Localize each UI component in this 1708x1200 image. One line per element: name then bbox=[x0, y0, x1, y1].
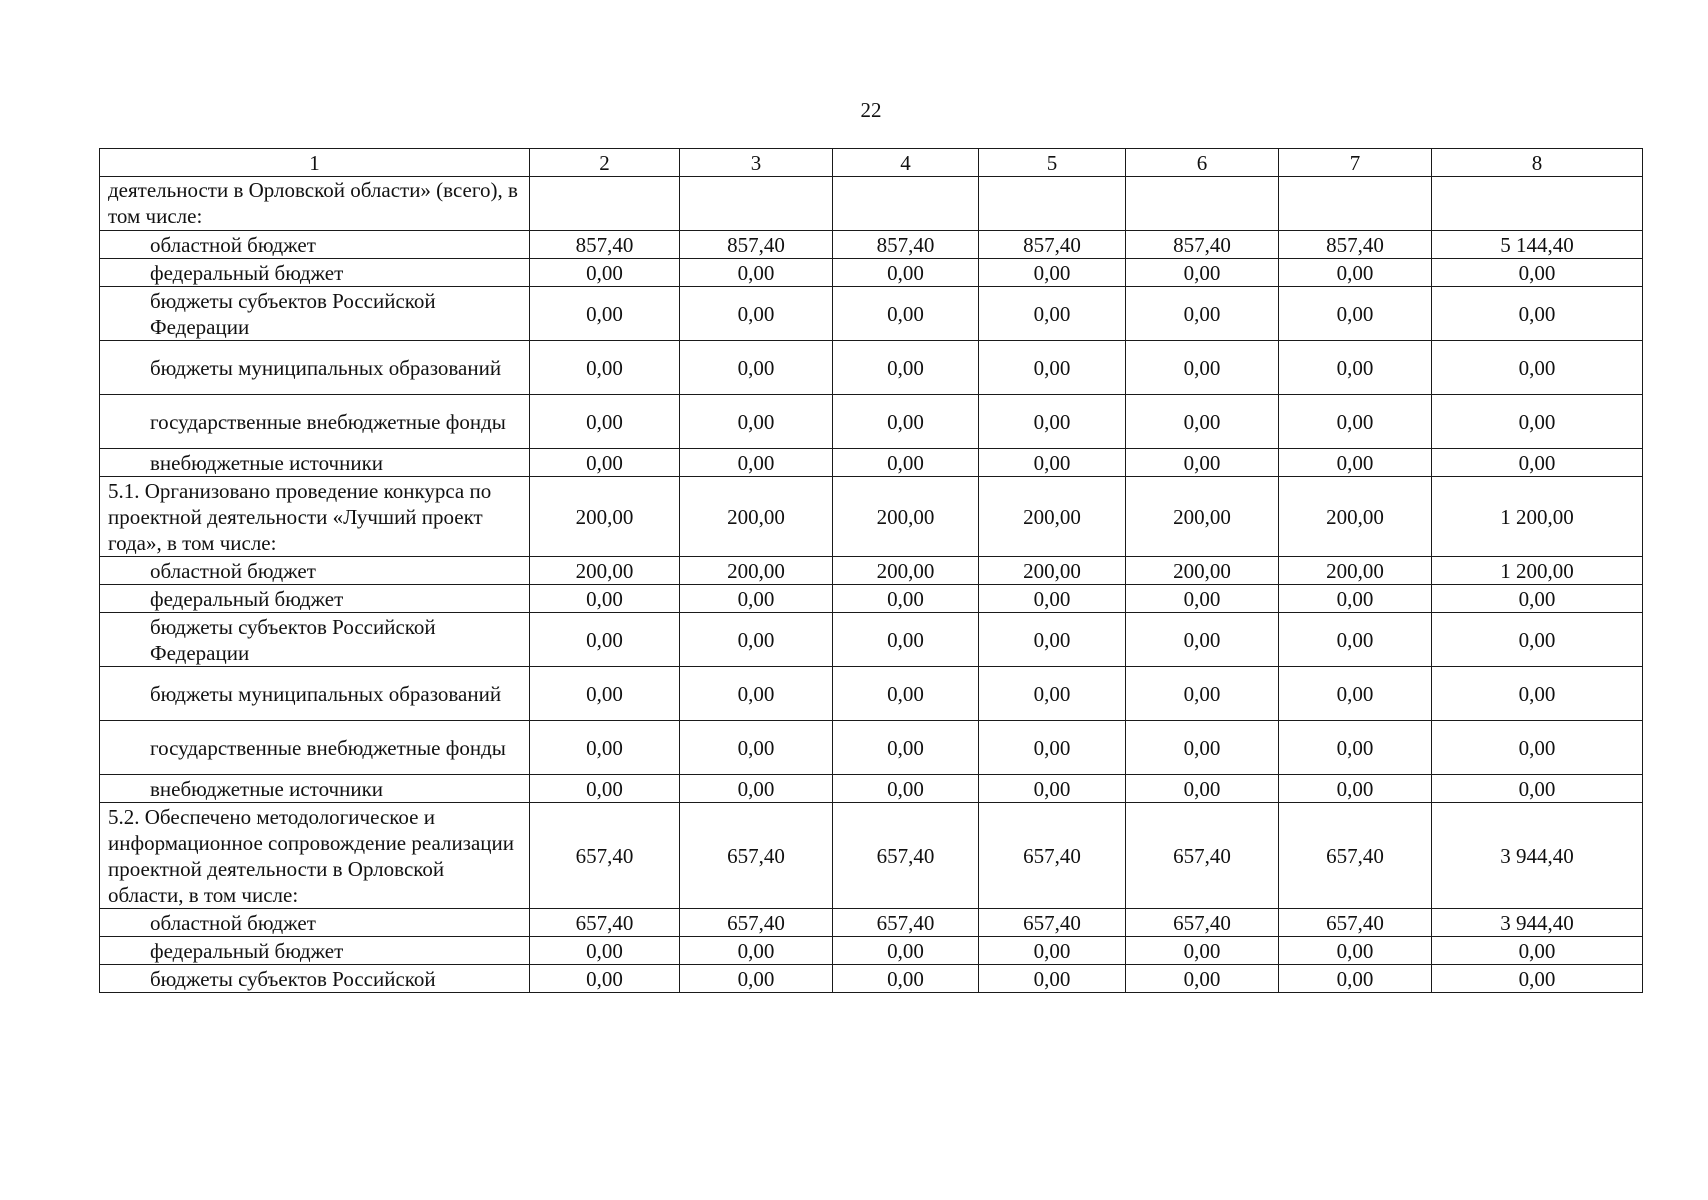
value-cell bbox=[979, 177, 1126, 231]
header-cell: 3 bbox=[680, 149, 833, 177]
header-cell: 1 bbox=[100, 149, 530, 177]
row-label: бюджеты субъектов Российской Федерации bbox=[100, 287, 530, 341]
value-cell bbox=[680, 177, 833, 231]
value-cell: 0,00 bbox=[530, 667, 680, 721]
row-label: деятельности в Орловской области» (всего), в том числе: bbox=[100, 177, 530, 231]
value-cell: 0,00 bbox=[979, 585, 1126, 613]
value-cell: 0,00 bbox=[530, 775, 680, 803]
table-row bbox=[100, 721, 1643, 775]
value-cell: 657,40 bbox=[833, 803, 979, 909]
value-cell: 0,00 bbox=[530, 259, 680, 287]
value-cell: 0,00 bbox=[979, 395, 1126, 449]
table-row bbox=[100, 667, 1643, 721]
value-cell: 0,00 bbox=[1279, 287, 1432, 341]
value-cell: 0,00 bbox=[680, 287, 833, 341]
table-row bbox=[100, 177, 1643, 231]
value-cell: 0,00 bbox=[979, 341, 1126, 395]
value-cell: 0,00 bbox=[833, 965, 979, 993]
value-cell: 0,00 bbox=[1432, 449, 1643, 477]
row-label: внебюджетные источники bbox=[100, 449, 530, 477]
header-cell: 8 bbox=[1432, 149, 1643, 177]
value-cell: 0,00 bbox=[1432, 287, 1643, 341]
value-cell: 0,00 bbox=[680, 721, 833, 775]
value-cell: 200,00 bbox=[680, 557, 833, 585]
table-row bbox=[100, 909, 1643, 937]
value-cell: 0,00 bbox=[530, 965, 680, 993]
value-cell: 0,00 bbox=[1432, 259, 1643, 287]
value-cell: 1 200,00 bbox=[1432, 557, 1643, 585]
value-cell: 200,00 bbox=[1126, 477, 1279, 557]
value-cell bbox=[1432, 177, 1643, 231]
value-cell: 0,00 bbox=[1126, 449, 1279, 477]
value-cell: 0,00 bbox=[1432, 965, 1643, 993]
table-row bbox=[100, 557, 1643, 585]
header-cell: 7 bbox=[1279, 149, 1432, 177]
row-label: федеральный бюджет bbox=[100, 937, 530, 965]
value-cell: 0,00 bbox=[979, 259, 1126, 287]
value-cell: 0,00 bbox=[833, 937, 979, 965]
value-cell: 200,00 bbox=[979, 477, 1126, 557]
value-cell: 657,40 bbox=[979, 803, 1126, 909]
value-cell: 657,40 bbox=[1126, 909, 1279, 937]
table-row bbox=[100, 965, 1643, 993]
value-cell: 0,00 bbox=[1279, 965, 1432, 993]
value-cell: 200,00 bbox=[833, 557, 979, 585]
value-cell: 0,00 bbox=[1126, 395, 1279, 449]
header-cell: 2 bbox=[530, 149, 680, 177]
value-cell: 0,00 bbox=[1279, 341, 1432, 395]
value-cell: 857,40 bbox=[1126, 231, 1279, 259]
value-cell bbox=[1279, 177, 1432, 231]
value-cell: 0,00 bbox=[1126, 341, 1279, 395]
value-cell: 0,00 bbox=[833, 287, 979, 341]
table-row bbox=[100, 937, 1643, 965]
value-cell: 0,00 bbox=[1279, 585, 1432, 613]
value-cell: 657,40 bbox=[680, 909, 833, 937]
value-cell: 0,00 bbox=[979, 449, 1126, 477]
value-cell: 3 944,40 bbox=[1432, 803, 1643, 909]
row-label: федеральный бюджет bbox=[100, 259, 530, 287]
value-cell: 0,00 bbox=[680, 449, 833, 477]
value-cell: 0,00 bbox=[530, 395, 680, 449]
value-cell: 0,00 bbox=[680, 341, 833, 395]
value-cell: 657,40 bbox=[1279, 803, 1432, 909]
value-cell: 0,00 bbox=[1432, 341, 1643, 395]
value-cell bbox=[530, 177, 680, 231]
value-cell: 657,40 bbox=[1279, 909, 1432, 937]
value-cell: 0,00 bbox=[530, 449, 680, 477]
value-cell: 0,00 bbox=[833, 259, 979, 287]
value-cell: 0,00 bbox=[1279, 259, 1432, 287]
row-label: областной бюджет bbox=[100, 909, 530, 937]
value-cell: 0,00 bbox=[833, 667, 979, 721]
value-cell: 0,00 bbox=[979, 775, 1126, 803]
value-cell: 0,00 bbox=[1126, 613, 1279, 667]
value-cell: 1 200,00 bbox=[1432, 477, 1643, 557]
value-cell: 0,00 bbox=[1126, 585, 1279, 613]
value-cell: 657,40 bbox=[833, 909, 979, 937]
row-label: бюджеты субъектов Российской bbox=[100, 965, 530, 993]
value-cell: 0,00 bbox=[1432, 613, 1643, 667]
value-cell: 3 944,40 bbox=[1432, 909, 1643, 937]
value-cell: 0,00 bbox=[530, 287, 680, 341]
value-cell: 200,00 bbox=[680, 477, 833, 557]
row-label: бюджеты муниципальных образований bbox=[100, 667, 530, 721]
header-row bbox=[100, 149, 1643, 177]
value-cell: 0,00 bbox=[1432, 721, 1643, 775]
value-cell: 0,00 bbox=[979, 965, 1126, 993]
value-cell: 0,00 bbox=[680, 613, 833, 667]
value-cell: 0,00 bbox=[1279, 395, 1432, 449]
value-cell: 200,00 bbox=[979, 557, 1126, 585]
row-label: 5.1. Организовано проведение конкурса по проектной деятельности «Лучший проект года», в том числе: bbox=[100, 477, 530, 557]
value-cell: 0,00 bbox=[680, 965, 833, 993]
row-label: 5.2. Обеспечено методологическое и информационное сопровождение реализации проектной деятельности в Орловской области, в том числе: bbox=[100, 803, 530, 909]
value-cell: 0,00 bbox=[1432, 585, 1643, 613]
value-cell: 0,00 bbox=[530, 937, 680, 965]
value-cell: 0,00 bbox=[680, 667, 833, 721]
value-cell: 0,00 bbox=[1432, 395, 1643, 449]
value-cell: 0,00 bbox=[833, 775, 979, 803]
value-cell: 0,00 bbox=[1279, 613, 1432, 667]
value-cell: 857,40 bbox=[833, 231, 979, 259]
header-cell: 4 bbox=[833, 149, 979, 177]
value-cell: 0,00 bbox=[833, 585, 979, 613]
value-cell: 200,00 bbox=[530, 477, 680, 557]
row-label: областной бюджет bbox=[100, 231, 530, 259]
value-cell: 0,00 bbox=[530, 613, 680, 667]
header-cell: 6 bbox=[1126, 149, 1279, 177]
value-cell: 0,00 bbox=[1432, 667, 1643, 721]
value-cell: 0,00 bbox=[833, 449, 979, 477]
header-cell: 5 bbox=[979, 149, 1126, 177]
table-row bbox=[100, 477, 1643, 557]
table-row bbox=[100, 341, 1643, 395]
value-cell: 0,00 bbox=[1126, 937, 1279, 965]
value-cell: 0,00 bbox=[680, 585, 833, 613]
value-cell bbox=[1126, 177, 1279, 231]
value-cell: 0,00 bbox=[979, 667, 1126, 721]
value-cell: 0,00 bbox=[530, 585, 680, 613]
value-cell: 657,40 bbox=[530, 803, 680, 909]
row-label: областной бюджет bbox=[100, 557, 530, 585]
value-cell: 0,00 bbox=[979, 721, 1126, 775]
value-cell: 0,00 bbox=[1126, 287, 1279, 341]
value-cell: 0,00 bbox=[1126, 721, 1279, 775]
value-cell: 0,00 bbox=[1279, 667, 1432, 721]
value-cell: 657,40 bbox=[979, 909, 1126, 937]
table-row bbox=[100, 259, 1643, 287]
value-cell: 857,40 bbox=[979, 231, 1126, 259]
value-cell: 0,00 bbox=[1279, 449, 1432, 477]
value-cell: 857,40 bbox=[530, 231, 680, 259]
table-row bbox=[100, 775, 1643, 803]
value-cell: 200,00 bbox=[530, 557, 680, 585]
value-cell: 200,00 bbox=[833, 477, 979, 557]
row-label: бюджеты муниципальных образований bbox=[100, 341, 530, 395]
value-cell: 0,00 bbox=[1279, 721, 1432, 775]
value-cell: 0,00 bbox=[1126, 775, 1279, 803]
value-cell: 0,00 bbox=[1126, 259, 1279, 287]
value-cell: 0,00 bbox=[833, 721, 979, 775]
value-cell: 0,00 bbox=[1126, 965, 1279, 993]
value-cell: 0,00 bbox=[680, 259, 833, 287]
row-label: государственные внебюджетные фонды bbox=[100, 721, 530, 775]
value-cell: 0,00 bbox=[1432, 775, 1643, 803]
value-cell: 657,40 bbox=[530, 909, 680, 937]
table-row bbox=[100, 231, 1643, 259]
value-cell: 657,40 bbox=[1126, 803, 1279, 909]
value-cell: 0,00 bbox=[833, 395, 979, 449]
table-row bbox=[100, 287, 1643, 341]
value-cell: 0,00 bbox=[1126, 667, 1279, 721]
value-cell: 857,40 bbox=[1279, 231, 1432, 259]
value-cell: 857,40 bbox=[680, 231, 833, 259]
value-cell: 5 144,40 bbox=[1432, 231, 1643, 259]
table-row bbox=[100, 585, 1643, 613]
value-cell: 200,00 bbox=[1279, 477, 1432, 557]
page-number: 22 bbox=[860, 98, 882, 122]
value-cell: 657,40 bbox=[680, 803, 833, 909]
value-cell: 0,00 bbox=[833, 613, 979, 667]
table-body bbox=[100, 149, 1643, 993]
budget-table bbox=[99, 148, 1643, 993]
value-cell: 0,00 bbox=[680, 937, 833, 965]
value-cell: 0,00 bbox=[680, 775, 833, 803]
value-cell: 0,00 bbox=[530, 721, 680, 775]
row-label: внебюджетные источники bbox=[100, 775, 530, 803]
value-cell: 0,00 bbox=[979, 613, 1126, 667]
value-cell: 200,00 bbox=[1279, 557, 1432, 585]
row-label: государственные внебюджетные фонды bbox=[100, 395, 530, 449]
value-cell: 0,00 bbox=[680, 395, 833, 449]
value-cell: 0,00 bbox=[1279, 775, 1432, 803]
value-cell: 0,00 bbox=[833, 341, 979, 395]
table-row bbox=[100, 395, 1643, 449]
table-row bbox=[100, 803, 1643, 909]
row-label: федеральный бюджет bbox=[100, 585, 530, 613]
value-cell: 0,00 bbox=[1432, 937, 1643, 965]
row-label: бюджеты субъектов Российской Федерации bbox=[100, 613, 530, 667]
value-cell bbox=[833, 177, 979, 231]
value-cell: 0,00 bbox=[979, 937, 1126, 965]
value-cell: 200,00 bbox=[1126, 557, 1279, 585]
table-row bbox=[100, 449, 1643, 477]
value-cell: 0,00 bbox=[530, 341, 680, 395]
table-row bbox=[100, 613, 1643, 667]
value-cell: 0,00 bbox=[979, 287, 1126, 341]
value-cell: 0,00 bbox=[1279, 937, 1432, 965]
